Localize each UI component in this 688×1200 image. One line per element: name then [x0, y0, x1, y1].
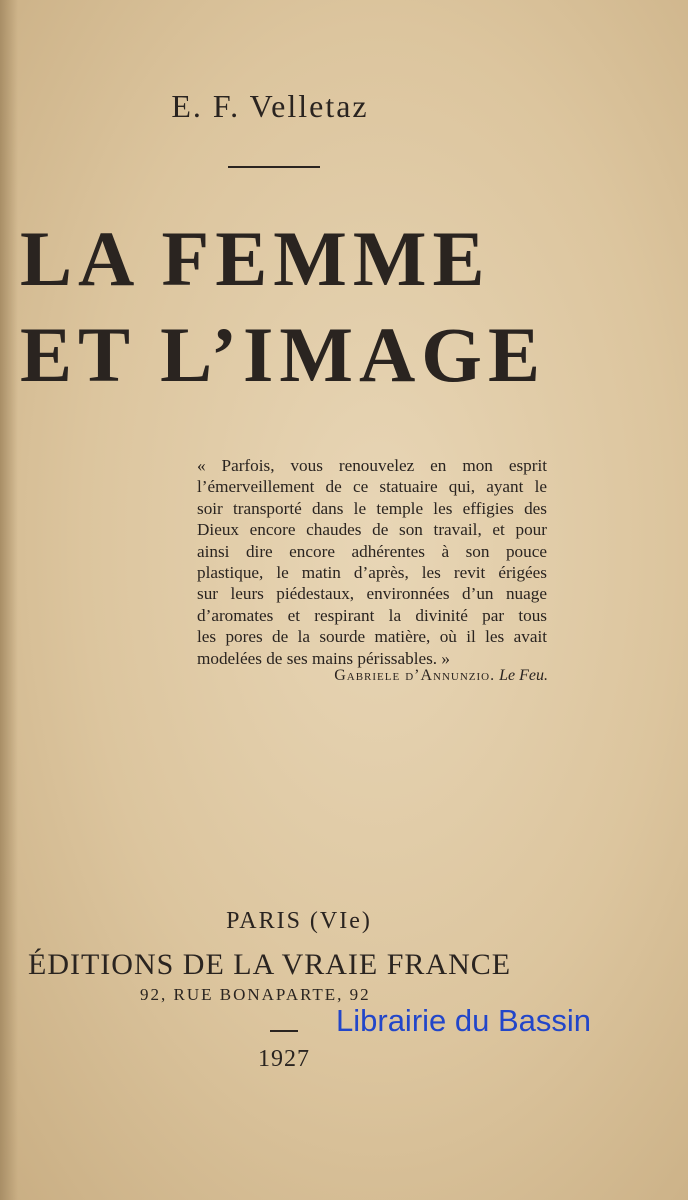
title-line-1: LA FEMME	[20, 215, 491, 302]
epigraph-line: « Parfois, vous renouvelez en mon esprit	[197, 456, 547, 475]
imprint-rule	[270, 1030, 298, 1032]
attribution-author: Gabriele d’Annunzio.	[334, 667, 496, 684]
imprint-publisher: ÉDITIONS DE LA VRAIE FRANCE	[28, 948, 512, 981]
epigraph-line: plastique, le matin d’après, les revit érigées	[197, 563, 547, 583]
epigraph	[197, 455, 547, 669]
imprint-year: 1927	[258, 1046, 310, 1072]
title-rule	[228, 166, 320, 168]
page-edge-shadow	[0, 0, 18, 1200]
epigraph-line: ainsi dire encore adhérentes à son pouce	[197, 541, 547, 561]
epigraph-line: les pores de la sourde matière, où il les avait	[197, 627, 547, 647]
epigraph-line: l’émerveillement de ce statuaire qui, ayant le	[197, 477, 547, 497]
epigraph-line: soir transporté dans le temple les effigies des	[197, 498, 547, 518]
epigraph-line: sur leurs piédestaux, environnées d’un nuage	[197, 584, 547, 604]
imprint-address: 92, RUE BONAPARTE, 92	[140, 985, 371, 1004]
epigraph-line: modelées de ses mains périssables. »	[197, 648, 450, 668]
bookseller-watermark: Librairie du Bassin	[336, 1003, 592, 1038]
epigraph-line: Dieux encore chaudes de son travail, et pour	[197, 520, 547, 540]
author-name: E. F. Velletaz	[171, 88, 369, 124]
imprint-place: PARIS (VIe)	[226, 908, 372, 934]
epigraph-line: d’aromates et respirant la divinité par tous	[197, 605, 547, 625]
title-line-2: ET L’IMAGE	[20, 311, 546, 398]
epigraph-attribution	[298, 667, 548, 685]
attribution-work: Le Feu.	[499, 667, 548, 684]
